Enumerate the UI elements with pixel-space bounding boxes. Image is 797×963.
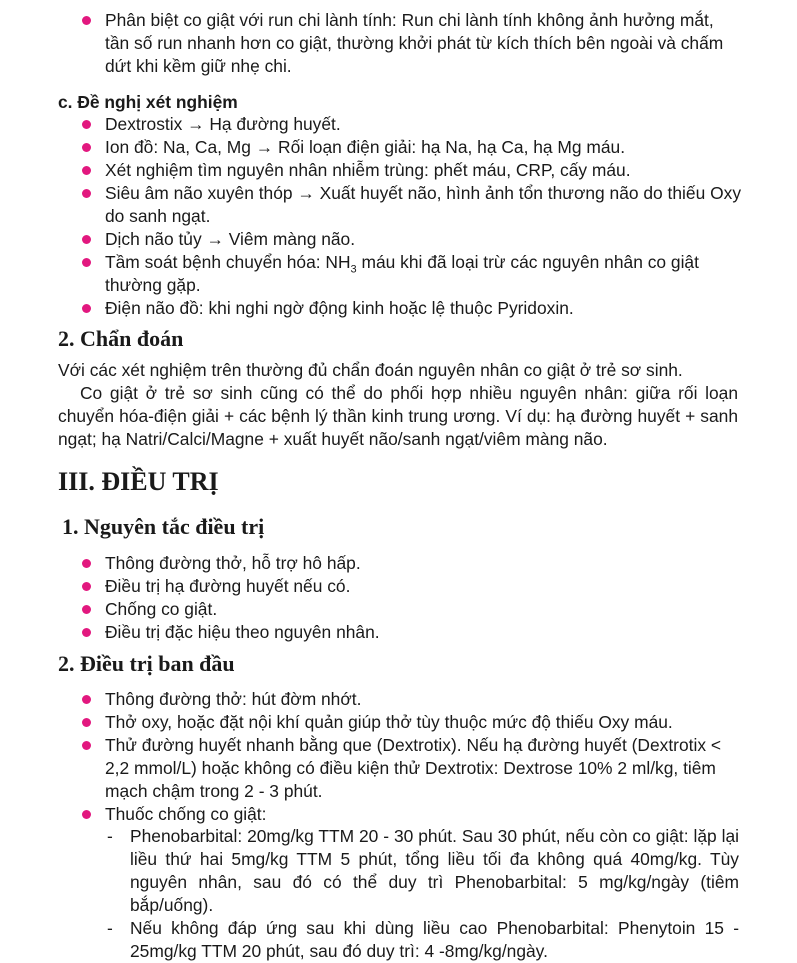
list-item: Điện não đồ: khi nghi ngờ động kinh hoặc lệ thuộc Pyridoxin. — [0, 297, 797, 320]
list-item: Chống co giật. — [0, 598, 797, 621]
list-item: Thông đường thở, hỗ trợ hô hấp. — [0, 552, 797, 575]
list-item: Xét nghiệm tìm nguyên nhân nhiễm trùng: phết máu, CRP, cấy máu. — [0, 159, 797, 182]
bullet-dot-icon — [82, 304, 91, 313]
dash-marker: - — [107, 918, 113, 938]
bullet-dot-icon — [82, 235, 91, 244]
tests-bullet-list — [0, 113, 797, 320]
bullet-dot-icon — [82, 166, 91, 175]
bullet-dot-icon — [82, 810, 91, 819]
bullet-dot-icon — [82, 741, 91, 750]
intro-bullet-list — [0, 9, 797, 78]
initial-treatment-bullet-list — [0, 688, 797, 826]
bullet-dot-icon — [82, 695, 91, 704]
bullet-dot-icon — [82, 143, 91, 152]
bullet-dot-icon — [82, 718, 91, 727]
list-item: Thử đường huyết nhanh bằng que (Dextrotix). Nếu hạ đường huyết (Dextrotix < 2,2 mmol/L) hoặc không có điều kiện thử Dextrotix: Dextrose 10% 2 ml/kg, tiêm mạch chậm trong 2 - 3 phút. — [0, 734, 797, 803]
list-item: Dextrostix → Hạ đường huyết. — [0, 113, 797, 136]
bullet-dot-icon — [82, 582, 91, 591]
list-item: Thở oxy, hoặc đặt nội khí quản giúp thở tùy thuộc mức độ thiếu Oxy máu. — [0, 711, 797, 734]
list-item: Ion đồ: Na, Ca, Mg → Rối loạn điện giải: hạ Na, hạ Ca, hạ Mg máu. — [0, 136, 797, 159]
list-item: Phân biệt co giật với run chi lành tính: Run chi lành tính không ảnh hưởng mắt, tần số run nhanh hơn co giật, thường khởi phát từ kích thích bên ngoài và chấm dứt khi kềm giữ nhẹ chi. — [0, 9, 797, 78]
bullet-dot-icon — [82, 605, 91, 614]
list-item: Thuốc chống co giật: — [0, 803, 797, 826]
anticonvulsant-sub-list — [0, 825, 797, 963]
list-item: Siêu âm não xuyên thóp → Xuất huyết não, hình ảnh tổn thương não do thiếu Oxy do sanh ngạt. — [0, 182, 797, 228]
initial-treatment-heading: 2. Điều trị ban đầu — [58, 651, 235, 676]
principles-heading: 1. Nguyên tắc điều trị — [62, 514, 265, 539]
list-item: Dịch não tủy → Viêm màng não. — [0, 228, 797, 251]
bullet-dot-icon — [82, 16, 91, 25]
diagnosis-heading: 2. Chẩn đoán — [58, 326, 184, 351]
diagnosis-paragraph-1: Với các xét nghiệm trên thường đủ chẩn đoán nguyên nhân co giật ở trẻ sơ sinh. — [58, 360, 683, 380]
list-item: Điều trị đặc hiệu theo nguyên nhân. — [0, 621, 797, 644]
list-item: - Phenobarbital: 20mg/kg TTM 20 - 30 phút. Sau 30 phút, nếu còn co giật: lặp lại liều thứ hai 5mg/kg TTM 5 phút, tổng liều tối đa không quá 40mg/kg. Tùy nguyên nhân, sau đó có thể duy trì Phenobarbital: 5 mg/kg/ngày (tiêm bắp/uống). — [107, 826, 739, 915]
section-c-heading: c. Đề nghị xét nghiệm — [58, 92, 238, 112]
bullet-dot-icon — [82, 189, 91, 198]
diagnosis-paragraph-2: Co giật ở trẻ sơ sinh cũng có thể do phối hợp nhiều nguyên nhân: giữa rối loạn chuyển hóa-điện giải + các bệnh lý thần kinh trung ương. Ví dụ: hạ đường huyết + sanh ngạt; hạ Natri/Calci/Magne + xuất huyết não/sanh ngạt/viêm màng não. — [58, 383, 738, 449]
list-item: Thông đường thở: hút đờm nhớt. — [0, 688, 797, 711]
principles-bullet-list — [0, 552, 797, 644]
list-item: - Nếu không đáp ứng sau khi dùng liều cao Phenobarbital: Phenytoin 15 - 25mg/kg TTM 20 phút, sau đó duy trì: 4 -8mg/kg/ngày. — [107, 918, 739, 961]
list-item: Tầm soát bệnh chuyển hóa: $NH_3$ máu khi đã loại trừ các nguyên nhân co giật thường gặp. — [0, 251, 797, 297]
list-item: Điều trị hạ đường huyết nếu có. — [0, 575, 797, 598]
bullet-dot-icon — [82, 120, 91, 129]
treatment-heading: III. ĐIỀU TRỊ — [58, 467, 219, 496]
bullet-dot-icon — [82, 628, 91, 637]
bullet-dot-icon — [82, 559, 91, 568]
dash-marker: - — [107, 826, 113, 846]
bullet-dot-icon — [82, 258, 91, 267]
